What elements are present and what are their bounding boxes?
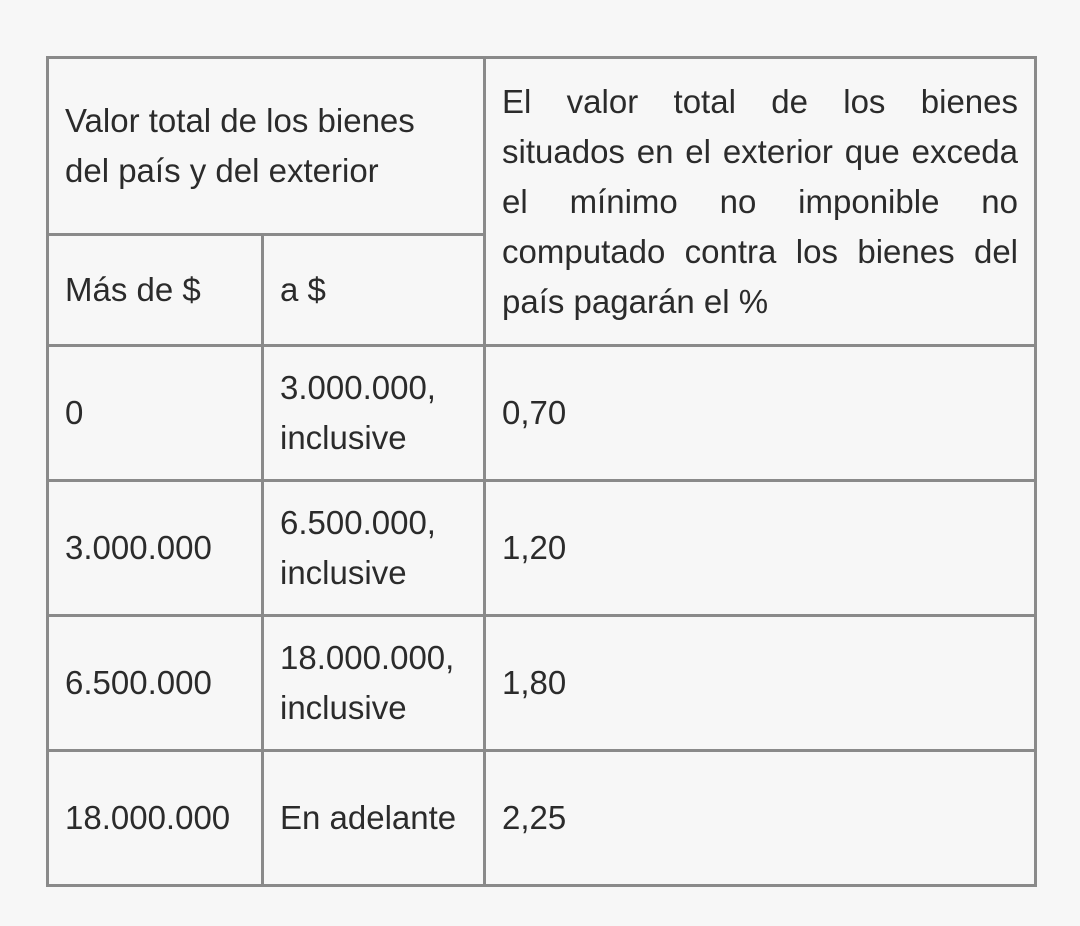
rate-cell: 2,25 xyxy=(485,751,1036,886)
from-cell: 6.500.000 xyxy=(48,616,263,751)
to-cell: 18.000.000, inclusive xyxy=(263,616,485,751)
header-to-label: a $ xyxy=(280,271,326,308)
from-cell: 3.000.000 xyxy=(48,481,263,616)
rate-cell: 1,80 xyxy=(485,616,1036,751)
tax-rate-table-container xyxy=(46,56,1037,887)
table-row xyxy=(48,346,1036,481)
tax-rate-table xyxy=(46,56,1037,887)
header-row-1 xyxy=(48,58,1036,235)
from-cell: 0 xyxy=(48,346,263,481)
header-group-cell xyxy=(48,58,485,235)
header-rate-label: El valor total de los bienes situados en el exterior que exceda el mínimo no imponible no computado contra los bienes del país pagarán el % xyxy=(502,82,1019,320)
from-cell: 18.000.000 xyxy=(48,751,263,886)
to-cell: 3.000.000, inclusive xyxy=(263,346,485,481)
to-cell: En adelante xyxy=(263,751,485,886)
table-row xyxy=(48,481,1036,616)
table-row xyxy=(48,616,1036,751)
to-cell: 6.500.000, inclusive xyxy=(263,481,485,616)
header-to-cell xyxy=(263,235,485,346)
table-row xyxy=(48,751,1036,886)
header-rate-cell xyxy=(485,58,1036,346)
header-from-cell xyxy=(48,235,263,346)
rate-cell: 1,20 xyxy=(485,481,1036,616)
rate-cell: 0,70 xyxy=(485,346,1036,481)
header-from-label: Más de $ xyxy=(65,271,201,308)
header-group-label: Valor total de los bienes del país y del exterior xyxy=(65,102,415,189)
